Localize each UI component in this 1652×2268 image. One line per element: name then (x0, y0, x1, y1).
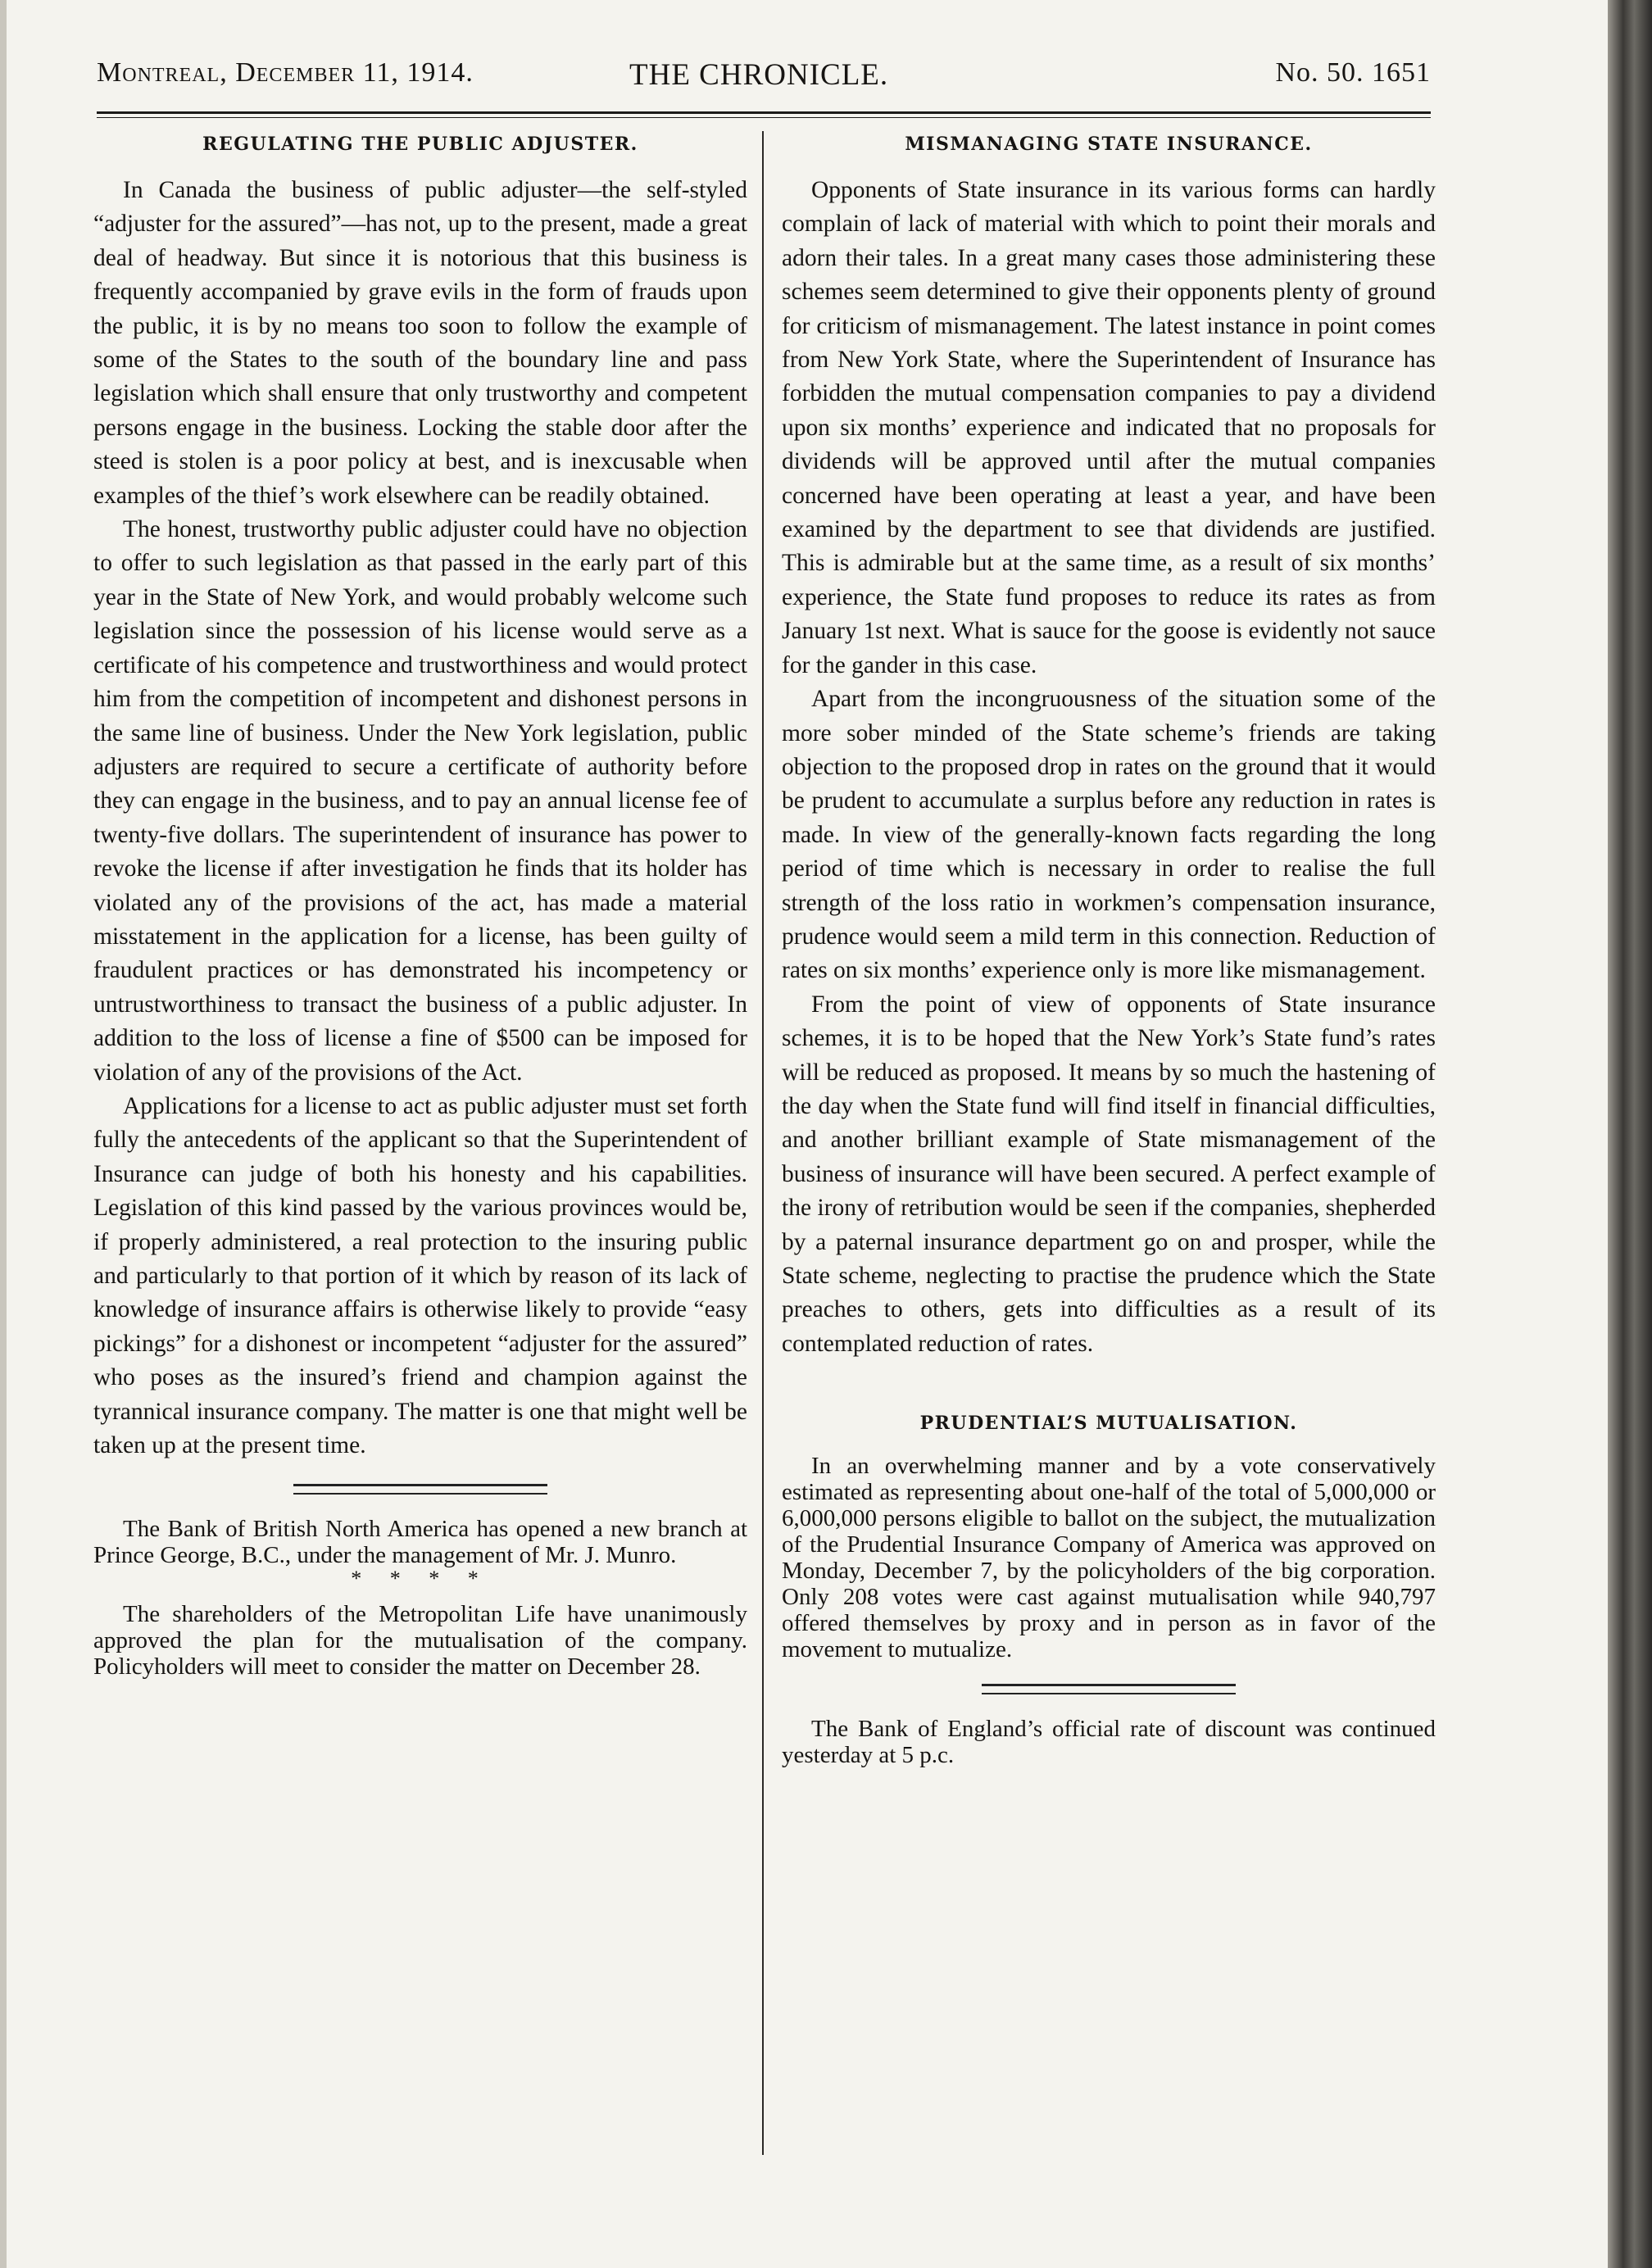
brief-metropolitan-life: The shareholders of the Metropolitan Life have unanimously approved the plan for the mutualisation of the company. Policyholders will meet to consider the matter on December 28. (93, 1601, 747, 1681)
header-rule (97, 111, 1431, 118)
article-paragraph: In Canada the business of public adjuster—the self-styled “adjuster for the assured”—has not, up to the present, made a great deal of headway. But since it is notorious that this business is frequently accompanied by grave evils in the form of frauds upon the public, it is by no means too soon to follow the example of some of the States to the south of the boundary line and pass legislation which shall ensure that only trustworthy and competent persons engage in the business. Locking the stable door after the steed is stolen is a poor policy at best, and is inexcusable when examples of the thief’s work elsewhere can be readily obtained. (93, 177, 747, 509)
header-issue-page: No. 50. 1651 (1275, 57, 1431, 88)
article-heading-state-insurance: MISMANAGING STATE INSURANCE. (905, 134, 1313, 155)
header-date: Montreal, December 11, 1914. (97, 57, 474, 88)
article-paragraph: Opponents of State insurance in its various forms can hardly complain of lack of material with which to point their morals and adorn their tales. In a great many cases those administering these schemes seem determined to give their opponents plenty of ground for criticism of mismanagement. The latest instance in point comes from New York State, where the Superintendent of Insurance has forbidden the mutual compensation companies to pay a dividend upon six months’ experience and indicated that no proposals for dividends will be approved until after the mutual companies concerned have been operating at least a year, and have been examined by the department to see that dividends are justified. This is admirable but at the same time, as a result of six months’ experience, the State fund proposes to reduce its rates as from January 1st next. What is sauce for the goose is evidently not sauce for the gander in this case. (782, 177, 1436, 678)
asterism: * * * * (351, 1567, 490, 1591)
article-heading-prudential: PRUDENTIAL’S MUTUALISATION. (919, 1413, 1298, 1435)
article-paragraph: From the point of view of opponents of State insurance schemes, it is to be hoped that the New York’s State fund’s rates will be reduced as proposed. It means by so much the hastening of the day when the State fund will find itself in financial difficulties, and another brilliant example of State mismanagement of the business of insurance will have been secured. A perfect example of the irony of retribution would be seen if the companies, shepherded by a paternal insurance department go on and prosper, while the State scheme, neglecting to practise the prudence which the State preaches to others, gets into difficulties as a result of its contemplated reduction of rates. (782, 991, 1436, 1357)
article-paragraph: Apart from the incongruousness of the situation some of the more sober minded of the State scheme’s friends are taking objection to the proposed drop in rates on the ground that it would be prudent to accumulate a surplus before any reduction in rates is made. In view of the generally-known facts regarding the long period of time which is necessary in order to realise the full strength of the loss ratio in workmen’s compensation insurance, prudence would seem a mild term in this connection. Reduction of rates on six months’ experience only is more like mismanagement. (782, 686, 1436, 984)
page-left-edge (0, 0, 7, 2268)
brief-bank-of-england: The Bank of England’s official rate of discount was continued yesterday at 5 p.c. (782, 1716, 1436, 1769)
right-column (782, 131, 1436, 1768)
article-heading-public-adjuster: REGULATING THE PUBLIC ADJUSTER. (202, 134, 638, 155)
section-rule (293, 1484, 547, 1495)
header-title: THE CHRONICLE. (629, 58, 889, 92)
brief-bank-british-north-america: The Bank of British North America has opened a new branch at Prince George, B.C., under the management of Mr. J. Munro. (93, 1516, 747, 1569)
article-paragraph: The honest, trustworthy public adjuster could have no objection to offer to such legislation as that passed in the early part of this year in the State of New York, and would probably welcome such legislation since the possession of his license would serve as a certificate of his competence and trustworthiness and would protect him from the competition of incompetent and dishonest persons in the same line of business. Under the New York legislation, public adjusters are required to secure a certificate of authority before they can engage in the business, and to pay an annual license fee of twenty-five dollars. The superintendent of insurance has power to revoke the license if after investigation he finds that its holder has violated any of the provisions of the act, has made a material misstatement in the application for a license, has been guilty of fraudulent practices or has demonstrated his incompetency or untrustworthiness to transact the business of a public adjuster. In addition to the loss of license a fine of $500 can be imposed for violation of any of the provisions of the Act. (93, 516, 747, 1086)
page-header (97, 57, 1431, 107)
left-column (93, 131, 747, 1680)
article-paragraph: Applications for a license to act as public adjuster must set forth fully the antecedents of the applicant so that the Superintendent of Insurance can judge of both his honesty and his capabilities. Legislation of this kind passed by the various provinces would be, if properly administered, a real protection to the insuring public and particularly to that portion of it which by reason of its lack of knowledge of insurance affairs is otherwise likely to provide “easy pickings” for a dishonest or incompetent “adjuster for the assured” who poses as the insured’s friend and champion against the tyrannical insurance company. The matter is one that might well be taken up at the present time. (93, 1092, 747, 1459)
article-paragraph-prudential: In an overwhelming manner and by a vote conservatively estimated as representing about one-half of the total of 5,000,000 or 6,000,000 persons eligible to ballot on the subject, the mutualization of the Prudential Insurance Company of America was approved on Monday, December 7, by the policyholders of the big corporation. Only 208 votes were cast against mutualisation while 940,797 offered themselves by proxy and in person as in favor of the movement to mutualize. (782, 1453, 1436, 1663)
column-divider (762, 131, 764, 2155)
section-rule (982, 1684, 1236, 1694)
book-spine (1608, 0, 1652, 2268)
